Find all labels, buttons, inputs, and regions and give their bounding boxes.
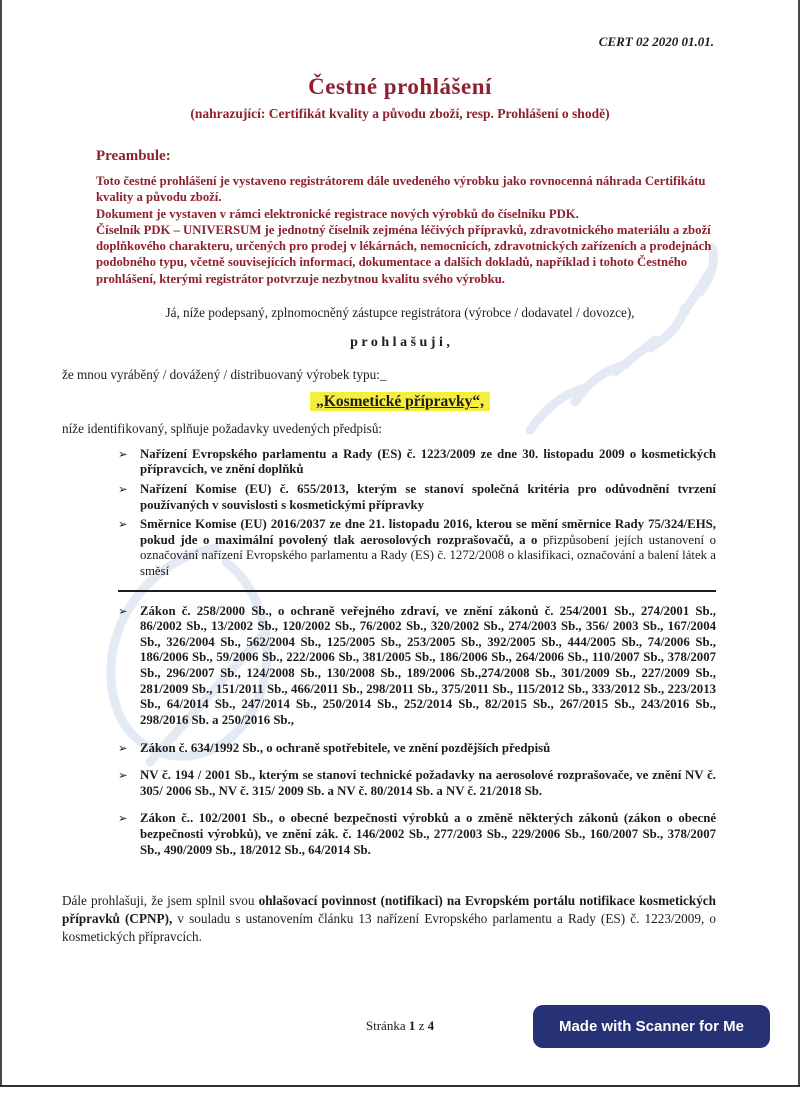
regulation-text: přizpůsobení jejích ustanovení o označování nařízení Evropského parlamentu a Rady (ES) č. 1272/2008 o klasifikaci, označování a balení látek a směsí [140,532,716,579]
regulation-item [118,517,716,579]
regulation-text-bold: Zákon č. 258/2000 Sb., o ochraně veřejného zdraví, ve znění zákonů č. 254/2001 Sb., 274/2001 Sb., 86/2002 Sb., 13/2002 Sb., 120/2002 Sb., 76/2002 Sb., 320/2002 Sb., 274/2003 Sb., 356/ 2003 Sb., 167/2004 Sb., 326/2004 Sb., 562/2004 Sb., 125/2005 Sb., 253/2005 Sb., 392/2005 Sb., 444/2005 Sb., 74/2006 Sb., 186/2006 Sb., 59/2006 Sb., 222/2006 Sb., 381/2005 Sb., 186/2006 Sb., 264/2006 Sb., 110/2007 Sb., 378/2007 Sb., 296/2007 Sb., 124/2008 Sb., 130/2008 Sb., 189/2006 Sb.,274/2008 Sb., 301/2009 Sb., 227/2009 Sb., 281/2009 Sb., 151/2011 Sb., 466/2011 Sb., 298/2011 Sb., 375/2011 Sb., 115/2012 Sb., 333/2012 Sb., 223/2013 Sb., 64/2014 Sb., 247/2014 Sb., 250/2014 Sb., 252/2014 Sb., 82/2015 Sb., 267/2015 Sb., 243/2016 Sb., 298/2016 Sb. a 250/2016 Sb., [140,603,716,727]
closing-text: v souladu s ustanovením článku 13 nařízení Evropského parlamentu a Rady (ES) č. 1223/2009, o kosmetických přípravcích. [62,910,716,944]
page-separator: z [415,1018,428,1033]
page-total: 4 [427,1018,435,1033]
scan-edge-bottom [0,1085,800,1087]
document-title: Čestné prohlášení [308,74,492,99]
preamble-paragraph: Číselník PDK – UNIVERSUM je jednotný číselník zejména léčivých přípravků, zdravotnického materiálu a zboží doplňkového charakteru, určených pro prodej v lékárnách, nemocnicích, zdravotnických zařízeních a prodejnách podobného typu, včetně souvisejících informací, dokumentace a dalších dokladů, například i tohoto Čestného prohlášení, kterými registrátor potvrzuje nezbytnou kvalitu svého výrobku. [96,222,712,286]
page-number: 1 [408,1018,416,1033]
closing-paragraph [62,892,716,945]
product-type-value: „Kosmetické přípravky“, [310,392,490,411]
eu-regulations-list [118,447,716,580]
arrow-bullet-icon: ➢ [118,605,128,618]
preamble-section [96,148,718,287]
product-type-highlight [0,393,800,411]
arrow-bullet-icon: ➢ [118,813,128,826]
compliance-line: níže identifikovaný, splňuje požadavky uvedených předpisů: [62,420,383,436]
regulation-item [118,768,716,799]
page-label: Stránka [365,1018,409,1033]
regulation-item [118,741,716,757]
document-subtitle: (nahrazující: Certifikát kvality a původu zboží, resp. Prohlášení o shodě) [190,106,610,121]
arrow-bullet-icon: ➢ [118,448,128,461]
cz-regulations-list [118,604,716,859]
regulation-item [118,811,716,858]
regulation-text-bold: NV č. 194 / 2001 Sb., kterým se stanoví technické požadavky na aerosolové rozprašovače, ve znění NV č. 305/ 2006 Sb., NV č. 315/ 2009 Sb. a NV č. 80/2014 Sb. a NV č. 21/2018 Sb. [140,768,716,798]
closing-text-bold: ohlašovací povinnost (notifikaci) na Evropském portálu notifikace kosmetických přípravků (CPNP), [62,893,716,926]
regulation-text-bold: Nařízení Komise (EU) č. 655/2013, kterým se stanoví společná kritéria pro odůvodnění tvrzení používaných v souvislosti s kosmetickými přípravky [140,481,716,512]
regulation-text-bold: Zákon č.. 102/2001 Sb., o obecné bezpečnosti výrobků a o změně některých zákonů (zákon o obecné bezpečnosti výrobků), ve znění zák. č. 146/2002 Sb., 277/2003 Sb., 229/2006 Sb., 160/2007 Sb., 378/2007 Sb., 490/2009 Sb., 18/2012 Sb., 64/2014 Sb. [140,811,716,857]
regulation-item [118,447,716,478]
preamble-paragraph: Dokument je vystaven v rámci elektronické registrace nových výrobků do číselníku PDK. [96,206,579,221]
regulation-text-bold: Zákon č. 634/1992 Sb., o ochraně spotřebitele, ve znění pozdějších předpisů [140,740,551,755]
section-divider [118,590,716,592]
declaration-intro: Já, níže podepsaný, zplnomocněný zástupce registrátora (výrobce / dodavatel / dovozce), [165,304,635,320]
document-reference: CERT 02 2020 01.01. [598,34,714,49]
regulation-text-bold: Nařízení Evropského parlamentu a Rady (ES) č. 1223/2009 ze dne 30. listopadu 2009 o kosmetických přípravcích, ve znění doplňků [140,446,716,477]
preamble-heading: Preambule: [96,148,171,164]
scanner-badge: Made with Scanner for Me [533,1005,770,1048]
arrow-bullet-icon: ➢ [118,483,128,496]
arrow-bullet-icon: ➢ [118,519,128,532]
regulation-item [118,482,716,513]
arrow-bullet-icon: ➢ [118,770,128,783]
arrow-bullet-icon: ➢ [118,742,128,755]
regulation-item [118,604,716,729]
closing-text: Dále prohlašuji, že jsem splnil svou [62,893,259,909]
regulation-text-bold: Směrnice Komise (EU) 2016/2037 ze dne 21. listopadu 2016, kterou se mění směrnice Rady 75/324/EHS, pokud jde o maximální povolený tlak aerosolových rozprašovačů, a o [140,517,716,547]
scan-edge-left [0,0,2,1086]
product-type-line: že mnou vyráběný / dovážený / distribuovaný výrobek typu:_ [62,366,387,382]
declaration-verb: p r o h l a š u j i , [350,334,450,350]
preamble-paragraph: Toto čestné prohlášení je vystaveno registrátorem dále uvedeného výrobku jako rovnocenná náhrada Certifikátu kvality a původu zboží. [96,174,706,205]
